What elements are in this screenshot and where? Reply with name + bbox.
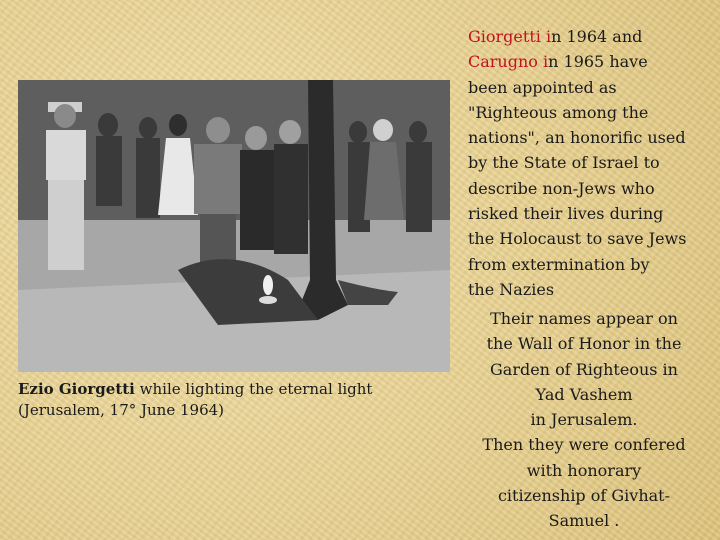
paragraph-line-2-rest: n 1965 have — [548, 52, 648, 72]
centered-line-3: Garden of Righteous in — [490, 359, 678, 379]
caption-name: Ezio Giorgetti — [18, 380, 135, 398]
paragraph-line-9: the Holocaust to save Jews — [468, 229, 687, 249]
paragraph-line-7: describe non-Jews who — [468, 178, 655, 198]
historic-photo — [18, 80, 450, 372]
paragraph-line-6: by the State of Israel to — [468, 153, 660, 173]
paragraph-line-11: the Nazies — [468, 279, 555, 299]
giorgetti-highlight: Giorgetti i — [468, 27, 552, 46]
caption-line-1-rest: while lighting the eternal light — [134, 380, 373, 398]
centered-line-1: Their names appear on — [490, 309, 678, 328]
paragraph-line-4: "Righteous among the — [468, 102, 649, 122]
paragraph-line-1 — [468, 24, 708, 49]
carugno-highlight: Carugno i — [468, 52, 549, 72]
centered-line-7: with honorary — [526, 460, 642, 480]
centered-line-9: Samuel . — [548, 511, 620, 531]
photo-caption — [18, 379, 448, 421]
paragraph-line-10: from extermination by — [468, 254, 650, 274]
caption-line-1 — [18, 379, 448, 400]
centered-line-2: the Wall of Honor in the — [486, 334, 682, 354]
paragraph-line-2 — [468, 49, 708, 74]
centered-line-6: Then they were confered — [482, 435, 686, 455]
honor-paragraph — [468, 24, 708, 302]
centered-line-4: Yad Vashem — [535, 384, 633, 404]
photo-illustration — [18, 80, 450, 372]
caption-line-2: (Jerusalem, 17° June 1964) — [18, 401, 225, 419]
paragraph-line-8: risked their lives during — [468, 204, 664, 224]
centered-line-5: in Jerusalem. — [530, 410, 638, 430]
paragraph-line-1-rest: n 1964 and — [551, 27, 643, 46]
paragraph-line-5: nations", an honorific used — [468, 128, 686, 148]
centered-line-8: citizenship of Givhat- — [497, 486, 671, 506]
wall-of-honor-paragraph — [464, 306, 704, 534]
paragraph-line-3: been appointed as — [468, 77, 617, 97]
